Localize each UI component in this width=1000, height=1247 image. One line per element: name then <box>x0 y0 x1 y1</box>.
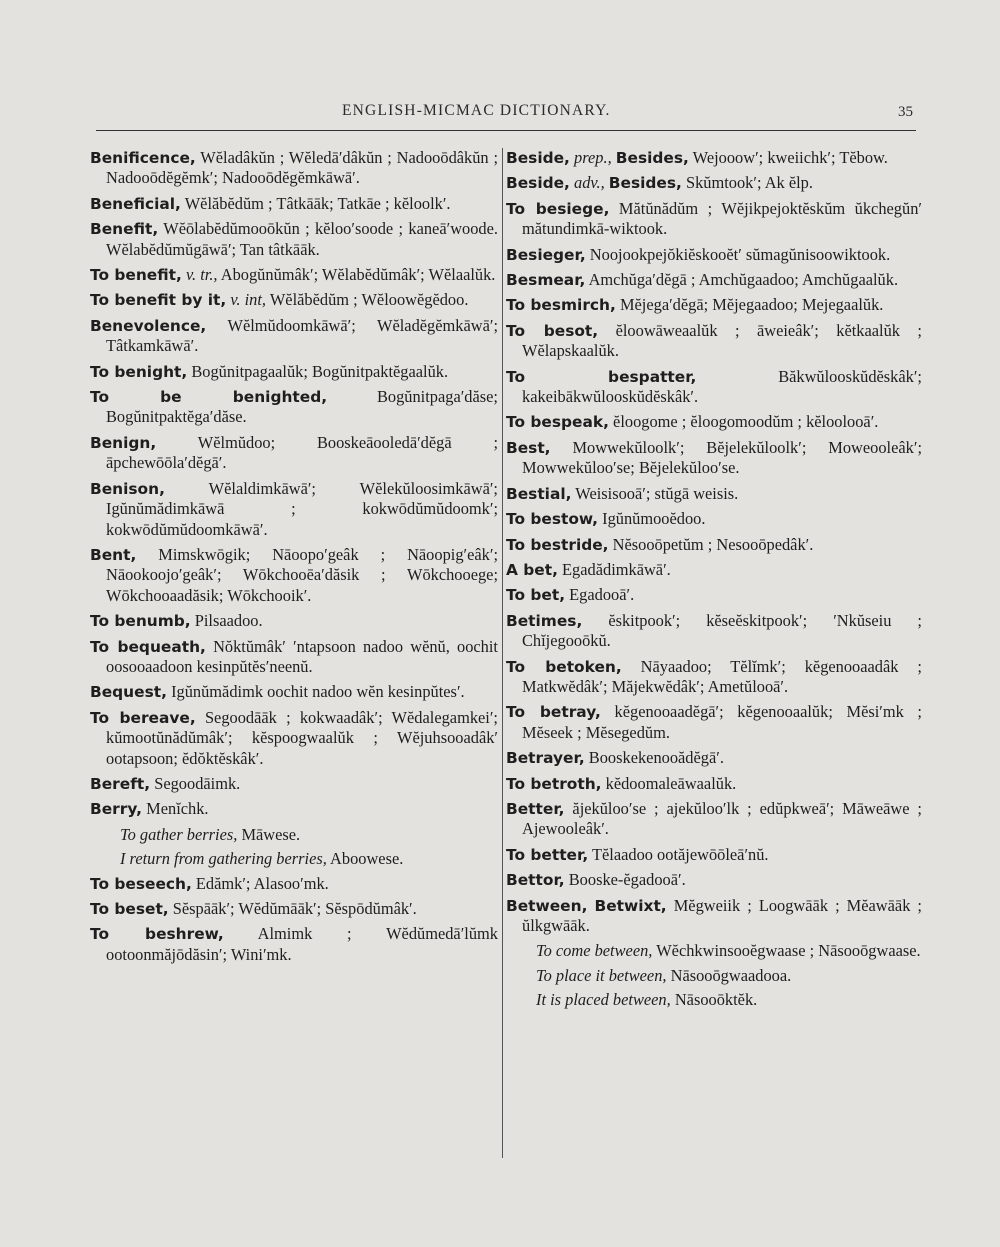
entry-headword: To bestow, <box>506 510 599 529</box>
dictionary-entry <box>506 438 922 479</box>
subentry-definition: Wĕchkwinsooĕgwaase ; Nāsooōgwaase. <box>656 941 921 961</box>
entry-definition: Edămk′; Alasoo′mk. <box>195 873 329 893</box>
dictionary-subentry <box>90 849 498 869</box>
dictionary-subentry <box>506 966 922 986</box>
entry-definition: ĕskitpook′; kĕseĕskitpook′; ′Nkŭseiu ; Chĭjegooōkŭ. <box>522 610 922 651</box>
dictionary-entry <box>90 433 498 474</box>
entry-definition: Mĕgweiik ; Loogwāāk ; Mĕawāāk ; ŭlkgwāāk. <box>522 895 922 935</box>
dictionary-entry <box>506 367 922 408</box>
entry-headword: To benumb, <box>90 612 191 631</box>
entry-definition: ĕloowāweaalŭk ; āweieâk′; kĕtkaalŭk ; Wĕlapskaalŭk. <box>522 320 922 361</box>
entry-headword: To betroth, <box>506 774 602 793</box>
subentry-phrase: To come between, <box>536 941 653 961</box>
entry-definition: Wĕōlabĕdŭmooōkŭn ; kĕloo′soode ; kaneā′woode. Wĕlabĕdŭmŭgāwā′; Tan tâtkāāk. <box>106 219 498 259</box>
entry-headword: To betray, <box>506 703 601 722</box>
entry-headword: To besot, <box>506 321 599 340</box>
entry-definition: Noojookpejŏkiĕskooĕt′ sŭmagŭnisoowiktook. <box>589 244 891 264</box>
dictionary-entry <box>506 173 922 193</box>
dictionary-entry <box>90 637 498 678</box>
entry-headword: To bereave, <box>90 708 196 727</box>
entry-headword: Betrayer, <box>506 749 585 768</box>
dictionary-subentry <box>506 941 922 961</box>
subentry-definition: Nāsooōgwaadooa. <box>670 965 792 985</box>
dictionary-entry <box>90 479 498 540</box>
dictionary-entry <box>90 708 498 769</box>
entry-definition: Egadooā′. <box>569 585 635 605</box>
dictionary-entry <box>90 924 498 965</box>
right-entries <box>506 148 922 936</box>
entry-headword: To bestride, <box>506 535 609 554</box>
entry-definition: Wĕladâkŭn ; Wĕledā′dâkŭn ; Nadooōdâkŭn ; Nadooōdĕgĕmk′; Nadooōdĕgĕmkāwā′. <box>106 148 498 188</box>
entry-headword: Beside, <box>506 174 570 193</box>
entry-headword: To beseech, <box>90 874 192 893</box>
entry-headword: To besiege, <box>506 199 610 218</box>
entry-headword: To benefit by it, <box>90 291 227 310</box>
dictionary-entry <box>506 585 922 605</box>
subentry-definition: Māwese. <box>241 824 301 844</box>
entry-abbreviation: adv., <box>574 173 605 193</box>
dictionary-entry <box>506 321 922 362</box>
dictionary-entry <box>90 362 498 382</box>
entry-definition: ĕloogome ; ĕloogomoodŭm ; kĕloolooā′. <box>613 412 879 432</box>
entry-headword: Better, <box>506 799 565 818</box>
entry-definition: Menĭchk. <box>146 799 209 819</box>
entry-headword: To bequeath, <box>90 637 206 656</box>
entry-headword: Benign, <box>90 433 157 452</box>
dictionary-entry <box>90 682 498 702</box>
dictionary-entry <box>90 899 498 919</box>
dictionary-entry <box>90 799 498 819</box>
entry-headword: To better, <box>506 845 589 864</box>
left-entries-end <box>90 874 498 966</box>
entry-headword: To bespatter, <box>506 367 697 386</box>
dictionary-entry <box>506 896 922 937</box>
entry-abbreviation: v. int, <box>230 290 267 310</box>
dictionary-entry <box>90 290 498 310</box>
dictionary-entry <box>90 545 498 606</box>
entry-definition: Egadădimkāwā′. <box>562 559 671 579</box>
entry-definition: Bogŭnitpagaalŭk; Bogŭnitpaktĕgaalŭk. <box>191 361 449 381</box>
entry-headword: Bent, <box>90 545 137 564</box>
entry-definition: kĕdoomaleāwaalŭk. <box>605 773 737 793</box>
dictionary-entry <box>506 295 922 315</box>
entry-definition: Wejooow′; kweiichk′; Tĕbow. <box>692 148 888 167</box>
entry-headword: Bestial, <box>506 484 572 503</box>
entry-abbreviation: prep., <box>574 148 612 167</box>
entry-definition: Sĕspāāk′; Wĕdŭmāāk′; Sĕspōdŭmâk′. <box>172 899 417 918</box>
entry-definition: Wĕlăbĕdŭm ; Wĕloowĕgĕdoo. <box>269 290 469 310</box>
entry-headword: To bet, <box>506 586 566 605</box>
dictionary-subentry <box>506 990 922 1010</box>
entry-definition: ăjekŭloo′se ; ajekŭloo′lk ; edŭpkweā′; Māweāwe ; Ajewooleâk′. <box>522 798 922 839</box>
subentry-phrase: It is placed between, <box>536 990 671 1010</box>
dictionary-entry <box>90 874 498 894</box>
running-head <box>0 102 1000 126</box>
entry-headword: Bettor, <box>506 871 565 890</box>
right-subentries <box>506 941 922 1010</box>
dictionary-entry <box>90 611 498 631</box>
dictionary-entry <box>506 484 922 504</box>
dictionary-entry <box>506 199 922 240</box>
entry-headword: Benevolence, <box>90 316 207 335</box>
entry-headword: To benight, <box>90 362 188 381</box>
entry-definition: Almimk ; Wĕdŭmedā′lŭmk ootoonmăjōdăsin′; Wini′mk. <box>106 924 498 964</box>
dictionary-entry <box>506 774 922 794</box>
header-rule <box>96 130 916 131</box>
entry-definition: Segoodāāk ; kokwaadâk′; Wĕdalegamkei′; kŭmootŭnădŭmâk′; kĕspoogwaalŭk ; Wĕjuhsooadâk′ ootapsoon; ĕdŏktĕskâk′. <box>106 707 498 768</box>
subentry-definition: Aboowese. <box>330 849 404 869</box>
entry-definition: Mimskwōgik; Nāoopo′geâk ; Nāoopig′eâk′; Nāookoojo′geâk′; Wōkchooēa′dăsik ; Wōkchooege; Wōkchooaadăsik; Wōkchooik′. <box>106 544 498 605</box>
left-subentries <box>90 825 498 870</box>
entry-headword-alt: Besides, <box>615 149 689 167</box>
entry-definition: Wĕlmŭdoo; Booskeāooledā′dĕgā ; āpchewōōla′dĕgā′. <box>106 432 498 473</box>
entry-headword: Benefit, <box>90 220 159 239</box>
entry-definition: Tĕlaadoo ootăjewōōleā′nŭ. <box>591 844 769 864</box>
dictionary-entry <box>90 148 498 189</box>
entry-definition: Mowwekŭloolk′; Bĕjelekŭloolk′; Moweooleâk′; Mowwekŭloo′se; Bĕjelekŭloo′se. <box>522 437 922 478</box>
entry-headword-alt: Betwixt, <box>594 896 667 915</box>
entry-headword: Best, <box>506 438 551 457</box>
entry-headword: To beset, <box>90 900 169 918</box>
dictionary-entry <box>506 748 922 768</box>
dictionary-entry <box>506 611 922 652</box>
dictionary-entry <box>506 702 922 743</box>
entry-headword-alt: Besides, <box>608 174 682 193</box>
entry-definition: Wĕlăbĕdŭm ; Tâtkāāk; Tatkāe ; kĕloolk′. <box>184 193 451 213</box>
entry-headword: To be benighted, <box>90 388 328 407</box>
entry-headword: Beside, <box>506 149 570 167</box>
entry-headword: To beshrew, <box>90 925 224 944</box>
dictionary-entry <box>506 509 922 529</box>
page-title: ENGLISH-MICMAC DICTIONARY. <box>342 102 611 119</box>
entry-headword: To bespeak, <box>506 413 609 432</box>
entry-definition: Pilsaadoo. <box>194 611 263 631</box>
dictionary-entry <box>90 194 498 214</box>
dictionary-entry <box>90 316 498 357</box>
dictionary-entry <box>90 265 498 285</box>
subentry-phrase: To place it between, <box>536 965 667 985</box>
dictionary-entry <box>90 219 498 260</box>
dictionary-entry <box>506 148 922 168</box>
column-divider <box>502 148 503 1158</box>
entry-definition: Băkwŭlooskŭdĕskâk′; kakeibākwŭlooskŭdĕskâk′. <box>522 366 922 407</box>
dictionary-entry <box>90 387 498 428</box>
dictionary-entry <box>506 799 922 840</box>
entry-definition: Nāyaadoo; Tĕlĭmk′; kĕgenooaadâk ; Matkwĕdâk′; Măjekwĕdâk′; Ametŭlooā′. <box>522 656 922 696</box>
entry-headword: To betoken, <box>506 657 622 676</box>
entry-definition: kĕgenooaadĕgā′; kĕgenooaalŭk; Mĕsi′mk ; Mĕseek ; Mĕsegedŭm. <box>522 702 922 742</box>
dictionary-entry <box>506 870 922 890</box>
left-entries <box>90 148 498 820</box>
entry-definition: Weisisooā′; stŭgā weisis. <box>575 483 739 503</box>
entry-definition: Igŭnŭmădimk oochit nadoo wĕn kesinpŭtes′. <box>171 682 465 702</box>
dictionary-subentry <box>90 825 498 845</box>
entry-definition: Nŏktŭmâk′ ′ntapsoon nadoo wĕnŭ, oochit oosooaadoon kesinpŭtĕs′neenŭ. <box>106 636 498 676</box>
entry-definition: Wĕlmŭdoomkāwā′; Wĕladĕgĕmkāwā′; Tâtkamkāwā′. <box>106 315 498 356</box>
entry-definition: Nĕsooōpetŭm ; Nesooōpedâk′. <box>612 534 814 554</box>
dictionary-entry <box>506 657 922 698</box>
entry-definition: Bogŭnitpaga′dăse; Bogŭnitpaktĕga′dăse. <box>106 387 498 427</box>
subentry-definition: Nāsooōktĕk. <box>674 990 758 1010</box>
page-number: 35 <box>898 104 913 120</box>
entry-definition: Igŭnŭmooĕdoo. <box>602 509 706 529</box>
dictionary-entry <box>506 270 922 290</box>
entry-definition: Mătŭnădŭm ; Wĕjikpejoktĕskŭm ŭkchegŭn′ mătundimkā-wiktook. <box>522 198 922 239</box>
dictionary-entry <box>506 845 922 865</box>
entry-definition: Abogŭnŭmâk′; Wĕlabĕdŭmâk′; Wĕlaalŭk. <box>220 265 496 285</box>
entry-headword: Benison, <box>90 479 165 498</box>
entry-headword: To benefit, <box>90 266 182 285</box>
entry-headword: A bet, <box>506 560 558 579</box>
entry-definition: Wĕlaldimkāwā′; Wĕlekŭloosimkāwā′; Igŭnŭmădimkāwā ; kokwōdŭmŭdoomk′; kokwōdŭmŭdoomkāwā′. <box>106 478 498 539</box>
entry-definition: Amchŭga′dĕgā ; Amchŭgaadoo; Amchŭgaalŭk. <box>588 270 899 290</box>
subentry-phrase: I return from gathering berries, <box>120 849 327 869</box>
entry-definition: Booskekenooădĕgā′. <box>588 748 724 768</box>
entry-abbreviation: v. tr., <box>185 265 218 285</box>
left-column <box>90 148 498 970</box>
entry-definition: Mĕjega′dĕgā; Mĕjegaadoo; Mejegaalŭk. <box>619 295 884 315</box>
dictionary-entry <box>90 774 498 794</box>
right-column <box>506 148 922 1015</box>
dictionary-entry <box>506 535 922 555</box>
entry-headword: Bereft, <box>90 774 151 793</box>
entry-headword: Besieger, <box>506 245 586 264</box>
entry-headword: Besmear, <box>506 271 586 290</box>
dictionary-entry <box>506 560 922 580</box>
entry-definition: Skŭmtook′; Ak ĕlp. <box>685 173 813 193</box>
entry-definition: Booske-ĕgadooā′. <box>568 870 686 890</box>
entry-headword: To besmirch, <box>506 296 616 315</box>
entry-headword: Benificence, <box>90 149 196 167</box>
entry-headword: Bequest, <box>90 683 167 702</box>
entry-definition: Segoodāimk. <box>154 773 241 793</box>
entry-headword: Between, <box>506 896 588 915</box>
subentry-phrase: To gather berries, <box>120 824 238 844</box>
dictionary-entry <box>506 245 922 265</box>
dictionary-entry <box>506 412 922 432</box>
entry-headword: Betimes, <box>506 611 583 630</box>
entry-headword: Berry, <box>90 800 143 819</box>
entry-headword: Beneficial, <box>90 194 181 213</box>
